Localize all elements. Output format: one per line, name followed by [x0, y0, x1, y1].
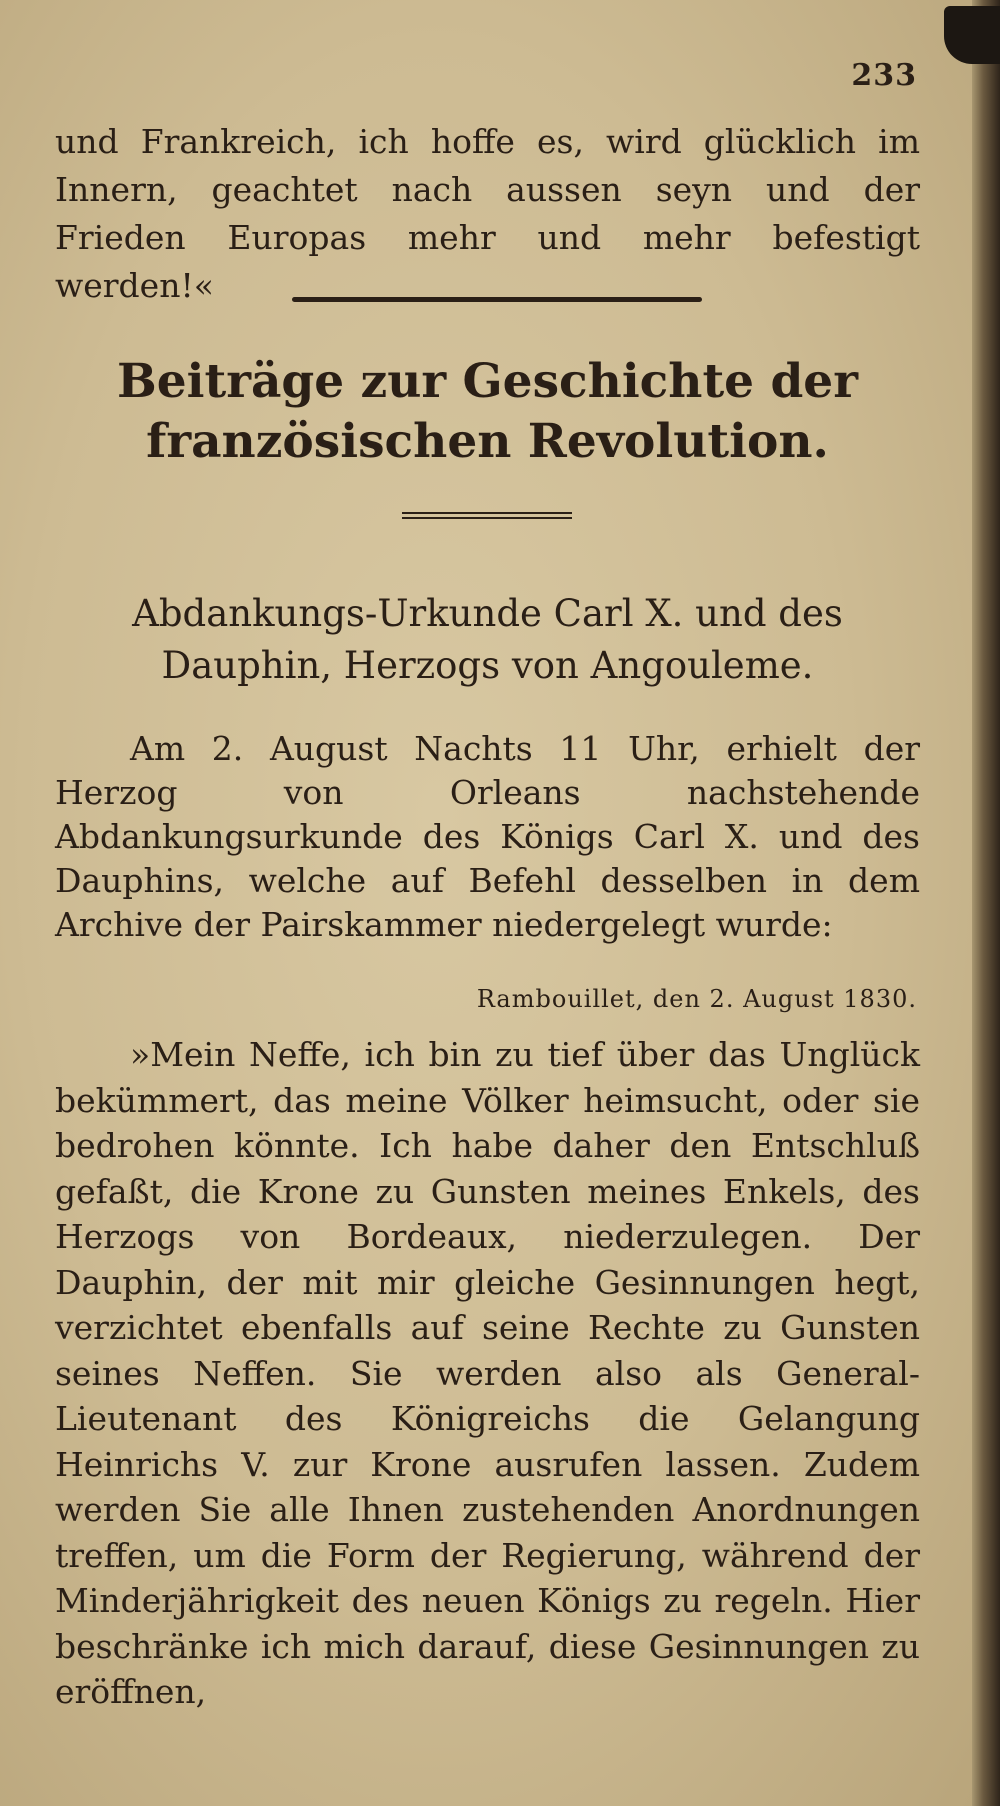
intro-paragraph: und Frankreich, ich hoffe es, wird glücklich im Innern, geachtet nach aussen seyn und der Frieden Europas mehr und mehr befestigt werden!« [55, 122, 920, 305]
double-divider-rule [402, 512, 572, 519]
section-title: Beiträge zur Geschichte der französischen Revolution. [117, 354, 858, 469]
page-tab-mark [944, 6, 1000, 64]
book-spine-edge [972, 0, 1000, 1806]
document-subtitle: Abdankungs-Urkunde Carl X. und des Dauphin, Herzogs von Angouleme. [132, 592, 843, 687]
body-paragraph: Am 2. August Nachts 11 Uhr, erhielt der Herzog von Orleans nachstehende Abdankungsurkunde des Königs Carl X. und des Dauphins, welche auf Befehl desselben in dem Archive der Pairskammer niedergelegt wurde: [55, 729, 920, 944]
letter-text: »Mein Neffe, ich bin zu tief über das Unglück bekümmert, das meine Völker heimsucht, oder sie bedrohen könnte. Ich habe daher den Entschluß gefaßt, die Krone zu Gunsten meines Enkels, des Herzogs von Bordeaux, niederzulegen. Der Dauphin, der mit mir gleiche Gesinnungen hegt, verzichtet ebenfalls auf seine Rechte zu Gunsten seines Neffen. Sie werden also als General-Lieutenant des Königreichs die Gelangung Heinrichs V. zur Krone ausrufen lassen. Zudem werden Sie alle Ihnen zustehenden Anordnungen treffen, um die Form der Regierung, während der Minderjährigkeit des neuen Königs zu regeln. Hier beschränke ich mich darauf, diese Gesinnungen zu eröffnen, [55, 1035, 920, 1711]
page-number: 233 [851, 58, 917, 93]
letter-dateline: Rambouillet, den 2. August 1830. [476, 985, 917, 1013]
section-divider-rule [292, 297, 702, 302]
